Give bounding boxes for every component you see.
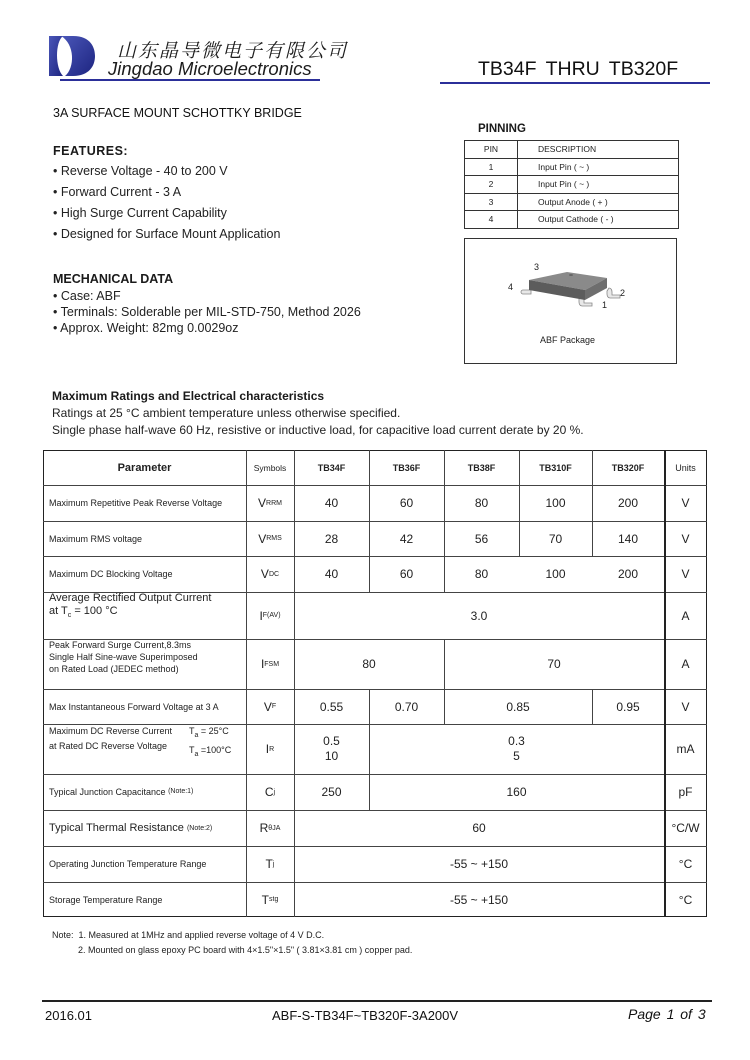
symbol-main: T [265, 857, 273, 871]
value-cell: 0.95 [616, 699, 640, 714]
value-25c: 0.3 [508, 734, 525, 748]
value-cell: 80 [474, 567, 489, 581]
value-cell [369, 724, 664, 774]
company-logo-icon [47, 34, 97, 78]
symbol-subscript: j [272, 860, 275, 868]
symbol-subscript: RRM [266, 499, 282, 507]
unit-cell: °C [678, 892, 693, 907]
package-pin-label: 3 [534, 262, 540, 272]
value-cell: 80 [474, 496, 489, 510]
part-column-header: TB34F [317, 462, 346, 473]
condition-text: =100°C [198, 744, 232, 755]
condition-line [189, 724, 229, 743]
symbol [246, 639, 294, 689]
part-column-header: TB320F [611, 462, 645, 473]
test-conditions [183, 724, 246, 774]
symbol-subscript: DC [268, 570, 280, 578]
table-notes [52, 928, 412, 958]
part-range-title: TB34F THRU TB320F [478, 58, 679, 80]
part-column-header: TB310F [539, 462, 572, 473]
company-name-english: Jingdao Microelectronics [108, 58, 312, 79]
package-label: ABF Package [540, 335, 596, 345]
symbol-subscript: j [273, 788, 276, 796]
parameter-line: at Rated DC Reverse Voltage [49, 741, 168, 751]
value-cell: -55 ~ +150 [449, 892, 509, 907]
parameter-text: at T [49, 605, 68, 617]
condition-text: = 25°C [198, 726, 229, 736]
value-100c: 5 [513, 749, 520, 763]
pinning-header-row [465, 141, 679, 159]
value-cell: 42 [399, 531, 414, 546]
parameter-text: Typical Thermal Resistance [49, 821, 184, 834]
value-cell: 60 [399, 496, 414, 510]
symbol [246, 882, 294, 917]
pin-number: 4 [465, 211, 518, 229]
symbol [246, 592, 294, 639]
symbol-main: V [258, 496, 267, 510]
parameter-name [43, 810, 246, 846]
value-100c: 10 [324, 749, 339, 763]
pinning-table [464, 140, 679, 229]
symbol [246, 689, 294, 724]
value-cell [294, 724, 369, 774]
symbol [246, 521, 294, 556]
pinning-row [465, 158, 679, 176]
value-cell: 200 [617, 567, 639, 581]
parameter-name: Maximum Repetitive Peak Reverse Voltage [49, 498, 223, 508]
value-cell: 100 [545, 496, 566, 510]
parameter-name: Maximum DC Blocking Voltage [49, 569, 173, 579]
pin-description: Output Anode ( + ) [518, 193, 679, 211]
value-cell: 160 [506, 785, 527, 799]
value-cell: 3.0 [470, 608, 488, 623]
symbol-main: V [263, 699, 272, 714]
pinning-row [465, 211, 679, 229]
value-cell: 140 [617, 531, 639, 546]
parameter-name [43, 724, 183, 774]
symbol-subscript: R [269, 745, 275, 753]
symbol [246, 724, 294, 774]
value-cell: 80 [362, 657, 376, 671]
symbol-main: I [260, 657, 265, 671]
symbol-subscript: F(AV) [262, 612, 281, 619]
units-column-header: Units [675, 462, 696, 473]
value-cell: 60 [472, 821, 486, 835]
value-cell: 70 [548, 531, 563, 546]
unit-cell: V [681, 699, 690, 714]
symbol-subscript: F [271, 703, 277, 710]
symbol-main: C [264, 785, 274, 799]
value-cell: 60 [399, 567, 414, 581]
mechanical-item: • Case: ABF [53, 289, 121, 303]
symbol-main: R [259, 821, 269, 835]
pin-column-header: PIN [465, 141, 518, 159]
condition-text: T [189, 744, 195, 755]
feature-item: • High Surge Current Capability [53, 206, 227, 220]
pinning-row [465, 176, 679, 194]
document-code: ABF-S-TB34F~TB320F-3A200V [272, 1008, 459, 1023]
parameter-name: Operating Junction Temperature Range [49, 859, 207, 869]
unit-cell: V [681, 496, 690, 510]
symbol [246, 485, 294, 521]
value-cell: 28 [324, 531, 339, 546]
unit-cell: V [681, 531, 690, 546]
company-name-chinese: 山东晶导微电子有限公司 [117, 41, 349, 62]
parameter-line: Single Half Sine-wave Superimposed [49, 652, 198, 662]
pin-description: Output Cathode ( - ) [518, 211, 679, 229]
parameter-name [43, 774, 246, 810]
unit-cell: A [681, 657, 690, 671]
symbol-main: V [258, 531, 267, 546]
pinning-heading: PINNING [478, 123, 526, 135]
parameter-column-header: Parameter [117, 461, 172, 474]
ratings-condition: Ratings at 25 °C ambient temperature unless otherwise specified. [52, 406, 401, 420]
symbol [246, 810, 294, 846]
parameter-line: Maximum DC Reverse Current [49, 726, 173, 736]
symbol [246, 846, 294, 882]
footer-rule [42, 1000, 712, 1002]
pin-number: 1 [465, 158, 518, 176]
unit-cell: °C [678, 857, 693, 871]
symbol-main: I [259, 608, 263, 623]
note-line [52, 943, 412, 958]
feature-item: • Reverse Voltage - 40 to 200 V [53, 164, 228, 178]
value-cell: 40 [324, 496, 339, 510]
mechanical-heading: MECHANICAL DATA [53, 272, 174, 286]
value-cell: 250 [321, 785, 342, 799]
symbol-subscript: FSM [264, 660, 280, 668]
value-cell: 200 [617, 496, 639, 510]
package-pin-label: 1 [602, 300, 608, 310]
unit-cell: A [681, 608, 690, 623]
note-item: 1. Measured at 1MHz and applied reverse voltage of 4 V D.C. [78, 930, 325, 940]
value-cell: 100 [545, 567, 566, 581]
feature-item: • Designed for Surface Mount Application [53, 227, 281, 241]
mechanical-item: • Approx. Weight: 82mg 0.0029oz [53, 321, 239, 335]
unit-cell: V [681, 567, 690, 581]
parameter-line [49, 605, 118, 622]
abf-package-icon [505, 262, 635, 312]
ratings-condition: Single phase half-wave 60 Hz, resistive or inductive load, for capacitive load current derate by 20 %. [52, 423, 584, 437]
note-reference: (Note:2) [186, 824, 213, 832]
parameter-name: Maximum RMS voltage [49, 533, 143, 544]
notes-label: Note: [52, 930, 74, 940]
note-item: 2. Mounted on glass epoxy PC board with 4×1.5"×1.5" ( 3.81×3.81 cm ) copper pad. [78, 945, 413, 955]
package-pin-label: 4 [508, 282, 514, 292]
value-cell: 70 [547, 657, 561, 671]
revision-date: 2016.01 [45, 1008, 92, 1023]
description-column-header: DESCRIPTION [518, 141, 679, 159]
symbol-main: I [265, 742, 270, 756]
condition-subscript: a [194, 750, 199, 758]
pin-number: 2 [465, 176, 518, 194]
symbols-column-header: Symbols [253, 462, 287, 473]
header-rule-right [440, 82, 710, 84]
value-cell: 0.70 [394, 699, 419, 714]
page-number: Page 1 of 3 [628, 1006, 706, 1022]
symbol-main: V [260, 567, 269, 581]
electrical-characteristics-table [43, 450, 707, 917]
condition-line [189, 743, 231, 762]
pin-description: Input Pin ( ~ ) [518, 176, 679, 194]
condition-text: T [189, 726, 195, 736]
parameter-text: = 100 °C [71, 605, 118, 617]
parameter-line: Average Rectified Output Current [49, 592, 212, 604]
value-cell: 0.55 [319, 699, 344, 714]
product-subtitle: 3A SURFACE MOUNT SCHOTTKY BRIDGE [53, 106, 302, 120]
unit-cell: mA [676, 742, 695, 756]
pin-description: Input Pin ( ~ ) [518, 158, 679, 176]
parameter-line: Peak Forward Surge Current,8.3ms [49, 640, 192, 650]
condition-subscript: a [194, 731, 199, 739]
feature-item: • Forward Current - 3 A [53, 185, 182, 199]
package-pin-label: 2 [620, 288, 626, 298]
mechanical-item: • Terminals: Solderable per MIL-STD-750, Method 2026 [53, 305, 361, 319]
parameter-name [43, 639, 246, 689]
symbol [246, 556, 294, 592]
value-cell: 40 [324, 567, 339, 581]
value-25c: 0.5 [323, 734, 340, 748]
parameter-line: on Rated Load (JEDEC method) [49, 664, 179, 674]
header-rule-left [60, 79, 320, 81]
symbol [246, 774, 294, 810]
symbol-subscript: stg [269, 896, 279, 903]
unit-cell: pF [678, 785, 693, 799]
symbol-subscript: RMS [266, 535, 282, 542]
features-heading: FEATURES: [53, 144, 129, 158]
note-reference: (Note:1) [168, 788, 194, 795]
pinning-row [465, 193, 679, 211]
ratings-heading: Maximum Ratings and Electrical characteristics [52, 389, 325, 403]
part-column-header: TB36F [392, 462, 421, 473]
symbol-subscript: θJA [268, 824, 281, 832]
unit-cell: °C/W [671, 821, 700, 835]
part-column-header: TB38F [467, 462, 496, 473]
note-line [52, 928, 412, 943]
parameter-subscript: c [67, 612, 72, 620]
parameter-name: Storage Temperature Range [49, 894, 163, 905]
parameter-name: Max Instantaneous Forward Voltage at 3 A [49, 701, 219, 712]
value-cell: -55 ~ +150 [449, 857, 509, 871]
value-cell: 56 [474, 531, 489, 546]
value-cell: 0.85 [506, 699, 530, 714]
symbol-main: T [261, 892, 269, 907]
pin-number: 3 [465, 193, 518, 211]
parameter-text: Typical Junction Capacitance [49, 787, 166, 797]
parameter-name [43, 592, 246, 639]
